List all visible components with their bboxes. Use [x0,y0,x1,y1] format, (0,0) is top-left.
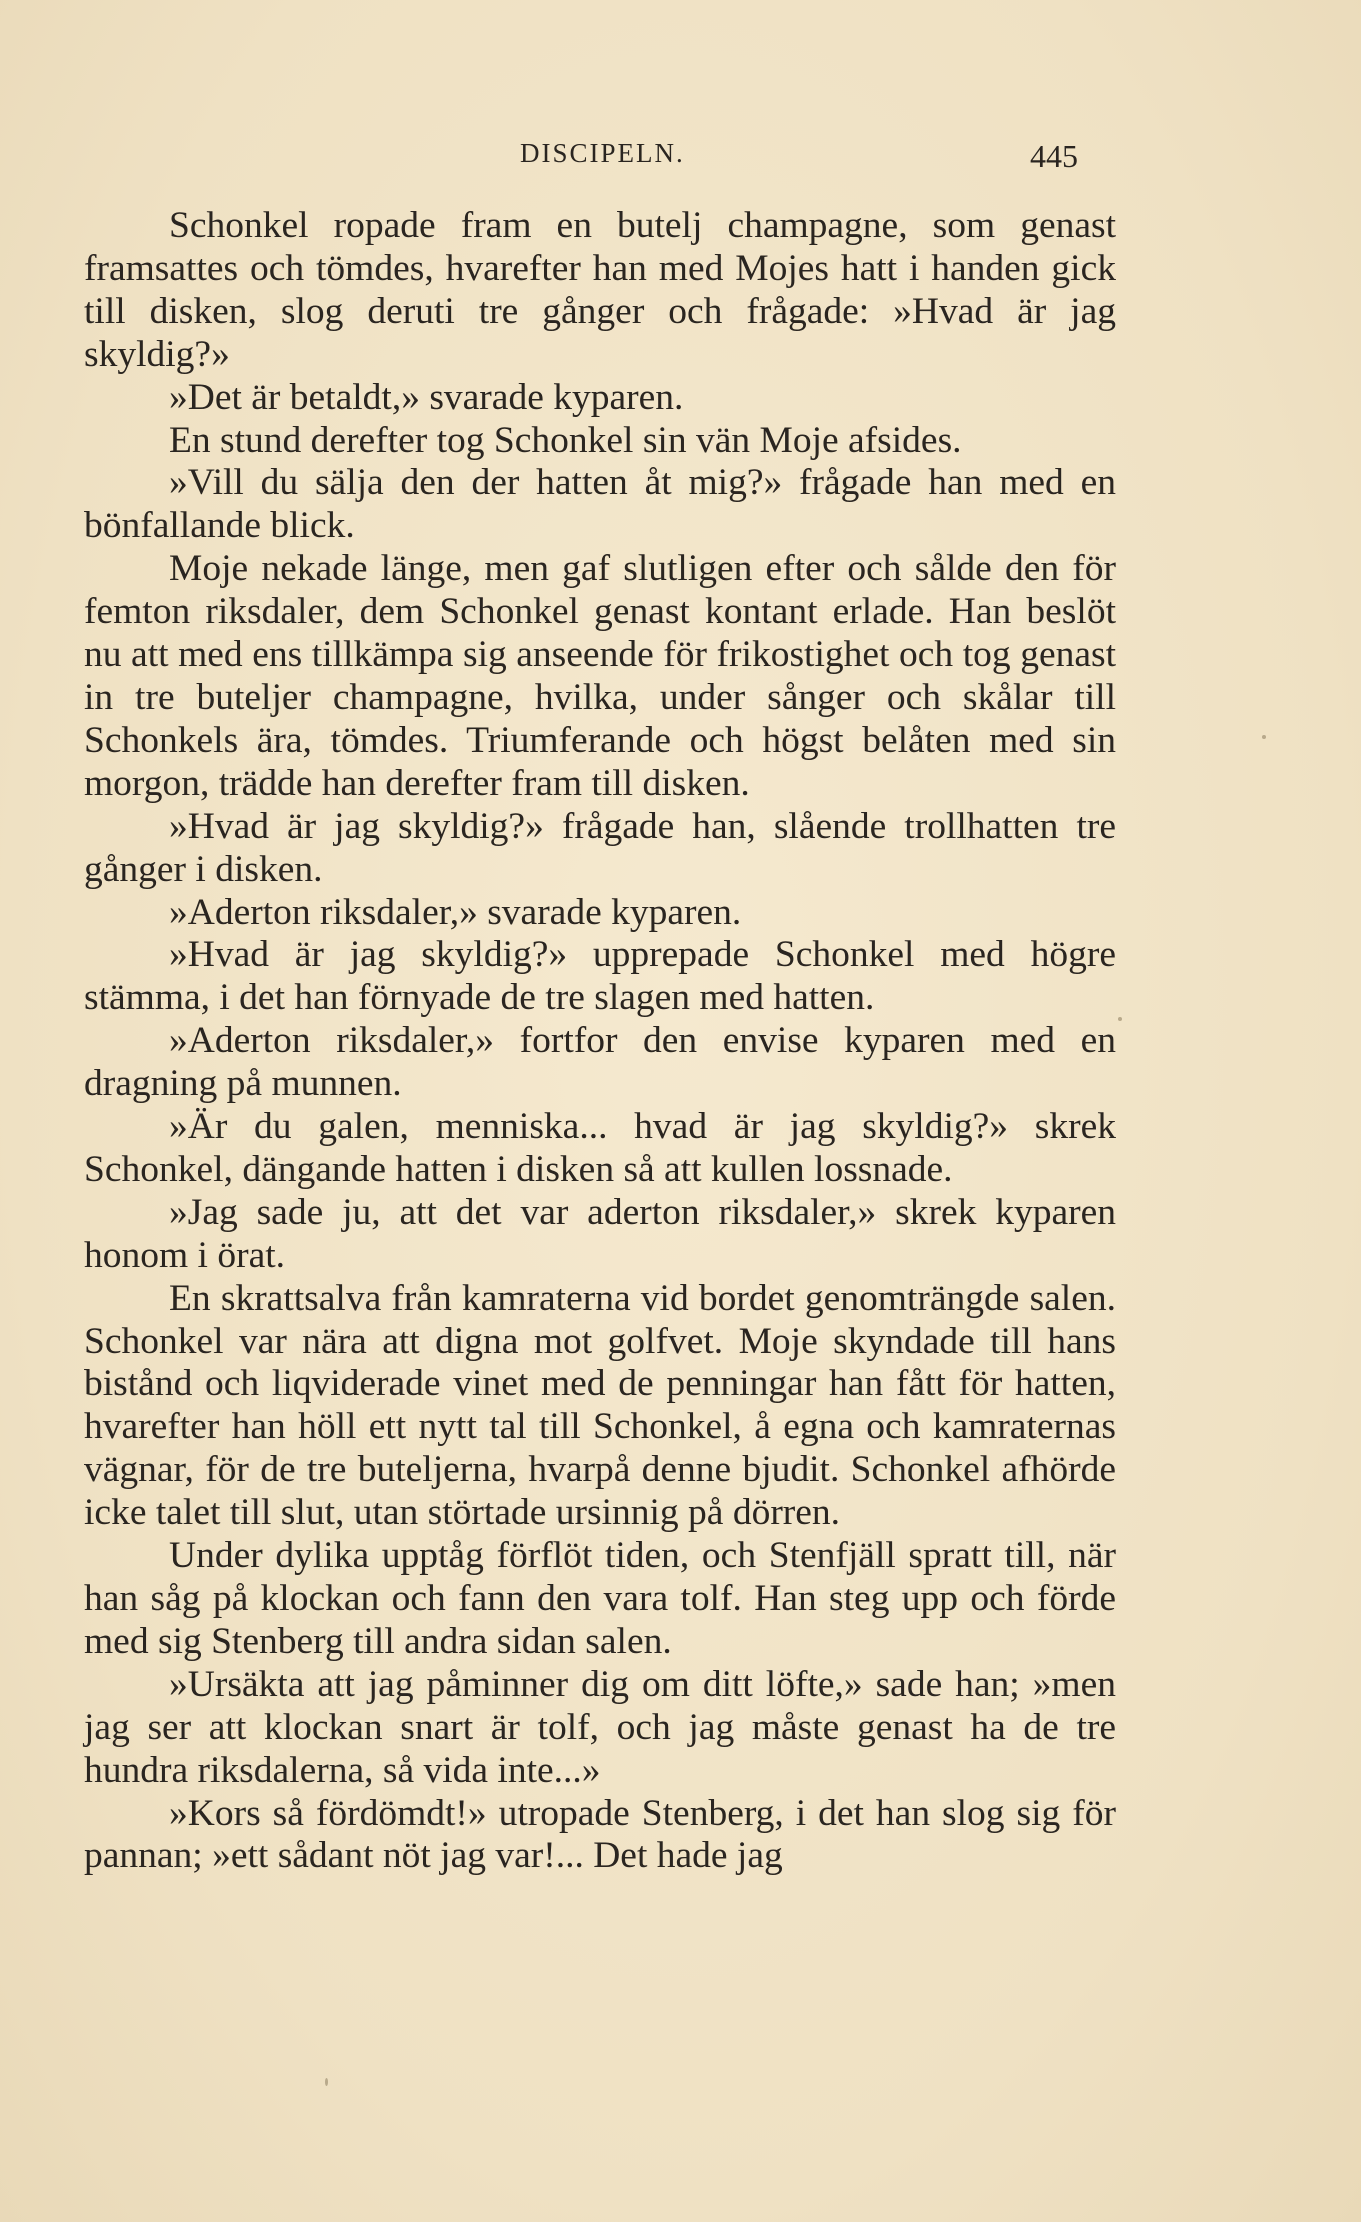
paragraph: »Vill du sälja den der hatten åt mig?» frågade han med en bönfallande blick. [84,462,1116,547]
paragraph: »Aderton riksdaler,» fortfor den envise kyparen med en dragning på munnen. [84,1020,1116,1105]
paragraph: »Aderton riksdaler,» svarade kyparen. [169,891,742,933]
page-number: 445 [1030,138,1078,174]
running-head: DISCIPELN. [520,138,685,168]
paragraph: Moje nekade länge, men gaf slutligen efter och sålde den för femton riksdaler, dem Schonkel genast kontant erlade. Han beslöt nu att med ens tillkämpa sig anseende för frikostighet och tog genast in tre buteljer champagne, hvilka, under sånger och skålar till Schonkels ära, tömdes. Triumferande och högst belåten med sin morgon, trädde han derefter fram till disken. [84,548,1116,804]
paragraph: »Är du galen, menniska... hvad är jag skyldig?» skrek Schonkel, dängande hatten i disken så att kullen lossnade. [84,1106,1116,1190]
paper-speck [1262,735,1266,739]
paragraph: »Jag sade ju, att det var aderton riksdaler,» skrek kyparen honom i örat. [84,1191,1116,1276]
paragraph: »Det är betaldt,» svarade kyparen. [169,376,684,418]
body-text [84,205,1116,1878]
paragraph: En stund derefter tog Schonkel sin vän Moje afsides. [169,419,962,461]
paragraph: »Hvad är jag skyldig?» upprepade Schonkel med högre stämma, i det han förnyade de tre slagen med hatten. [84,934,1116,1019]
paragraph: Schonkel ropade fram en butelj champagne, som genast framsattes och tömdes, hvarefter han med Mojes hatt i handen gick till disken, slog deruti tre gånger och frågade: »Hvad är jag skyldig?» [84,205,1116,375]
paper-speck [325,2078,328,2086]
paragraph: »Hvad är jag skyldig?» frågade han, slående trollhatten tre gånger i disken. [84,805,1116,890]
paragraph: En skrattsalva från kamraterna vid bordet genomträngde salen. Schonkel var nära att digna mot golfvet. Moje skyndade till hans bistånd och liqviderade vinet med de penningar han fått för hatten, hvarefter han höll ett nytt tal till Schonkel, å egna och kamraternas vägnar, för de tre buteljerna, hvarpå denne bjudit. Schonkel afhörde icke talet till slut, utan störtade ursinnig på dörren. [84,1277,1116,1534]
paragraph: Under dylika upptåg förflöt tiden, och Stenfjäll spratt till, när han såg på klockan och fann den vara tolf. Han steg upp och förde med sig Stenberg till andra sidan salen. [84,1535,1116,1662]
paragraph: »Ursäkta att jag påminner dig om ditt löfte,» sade han; »men jag ser att klockan snart är tolf, och jag måste genast ha de tre hundra riksdalerna, så vida inte...» [84,1663,1116,1791]
paper-speck [1118,1017,1122,1021]
paragraph: »Kors så fördömdt!» utropade Stenberg, i det han slog sig för pannan; »ett sådant nöt jag var!... Det hade jag [84,1792,1116,1877]
